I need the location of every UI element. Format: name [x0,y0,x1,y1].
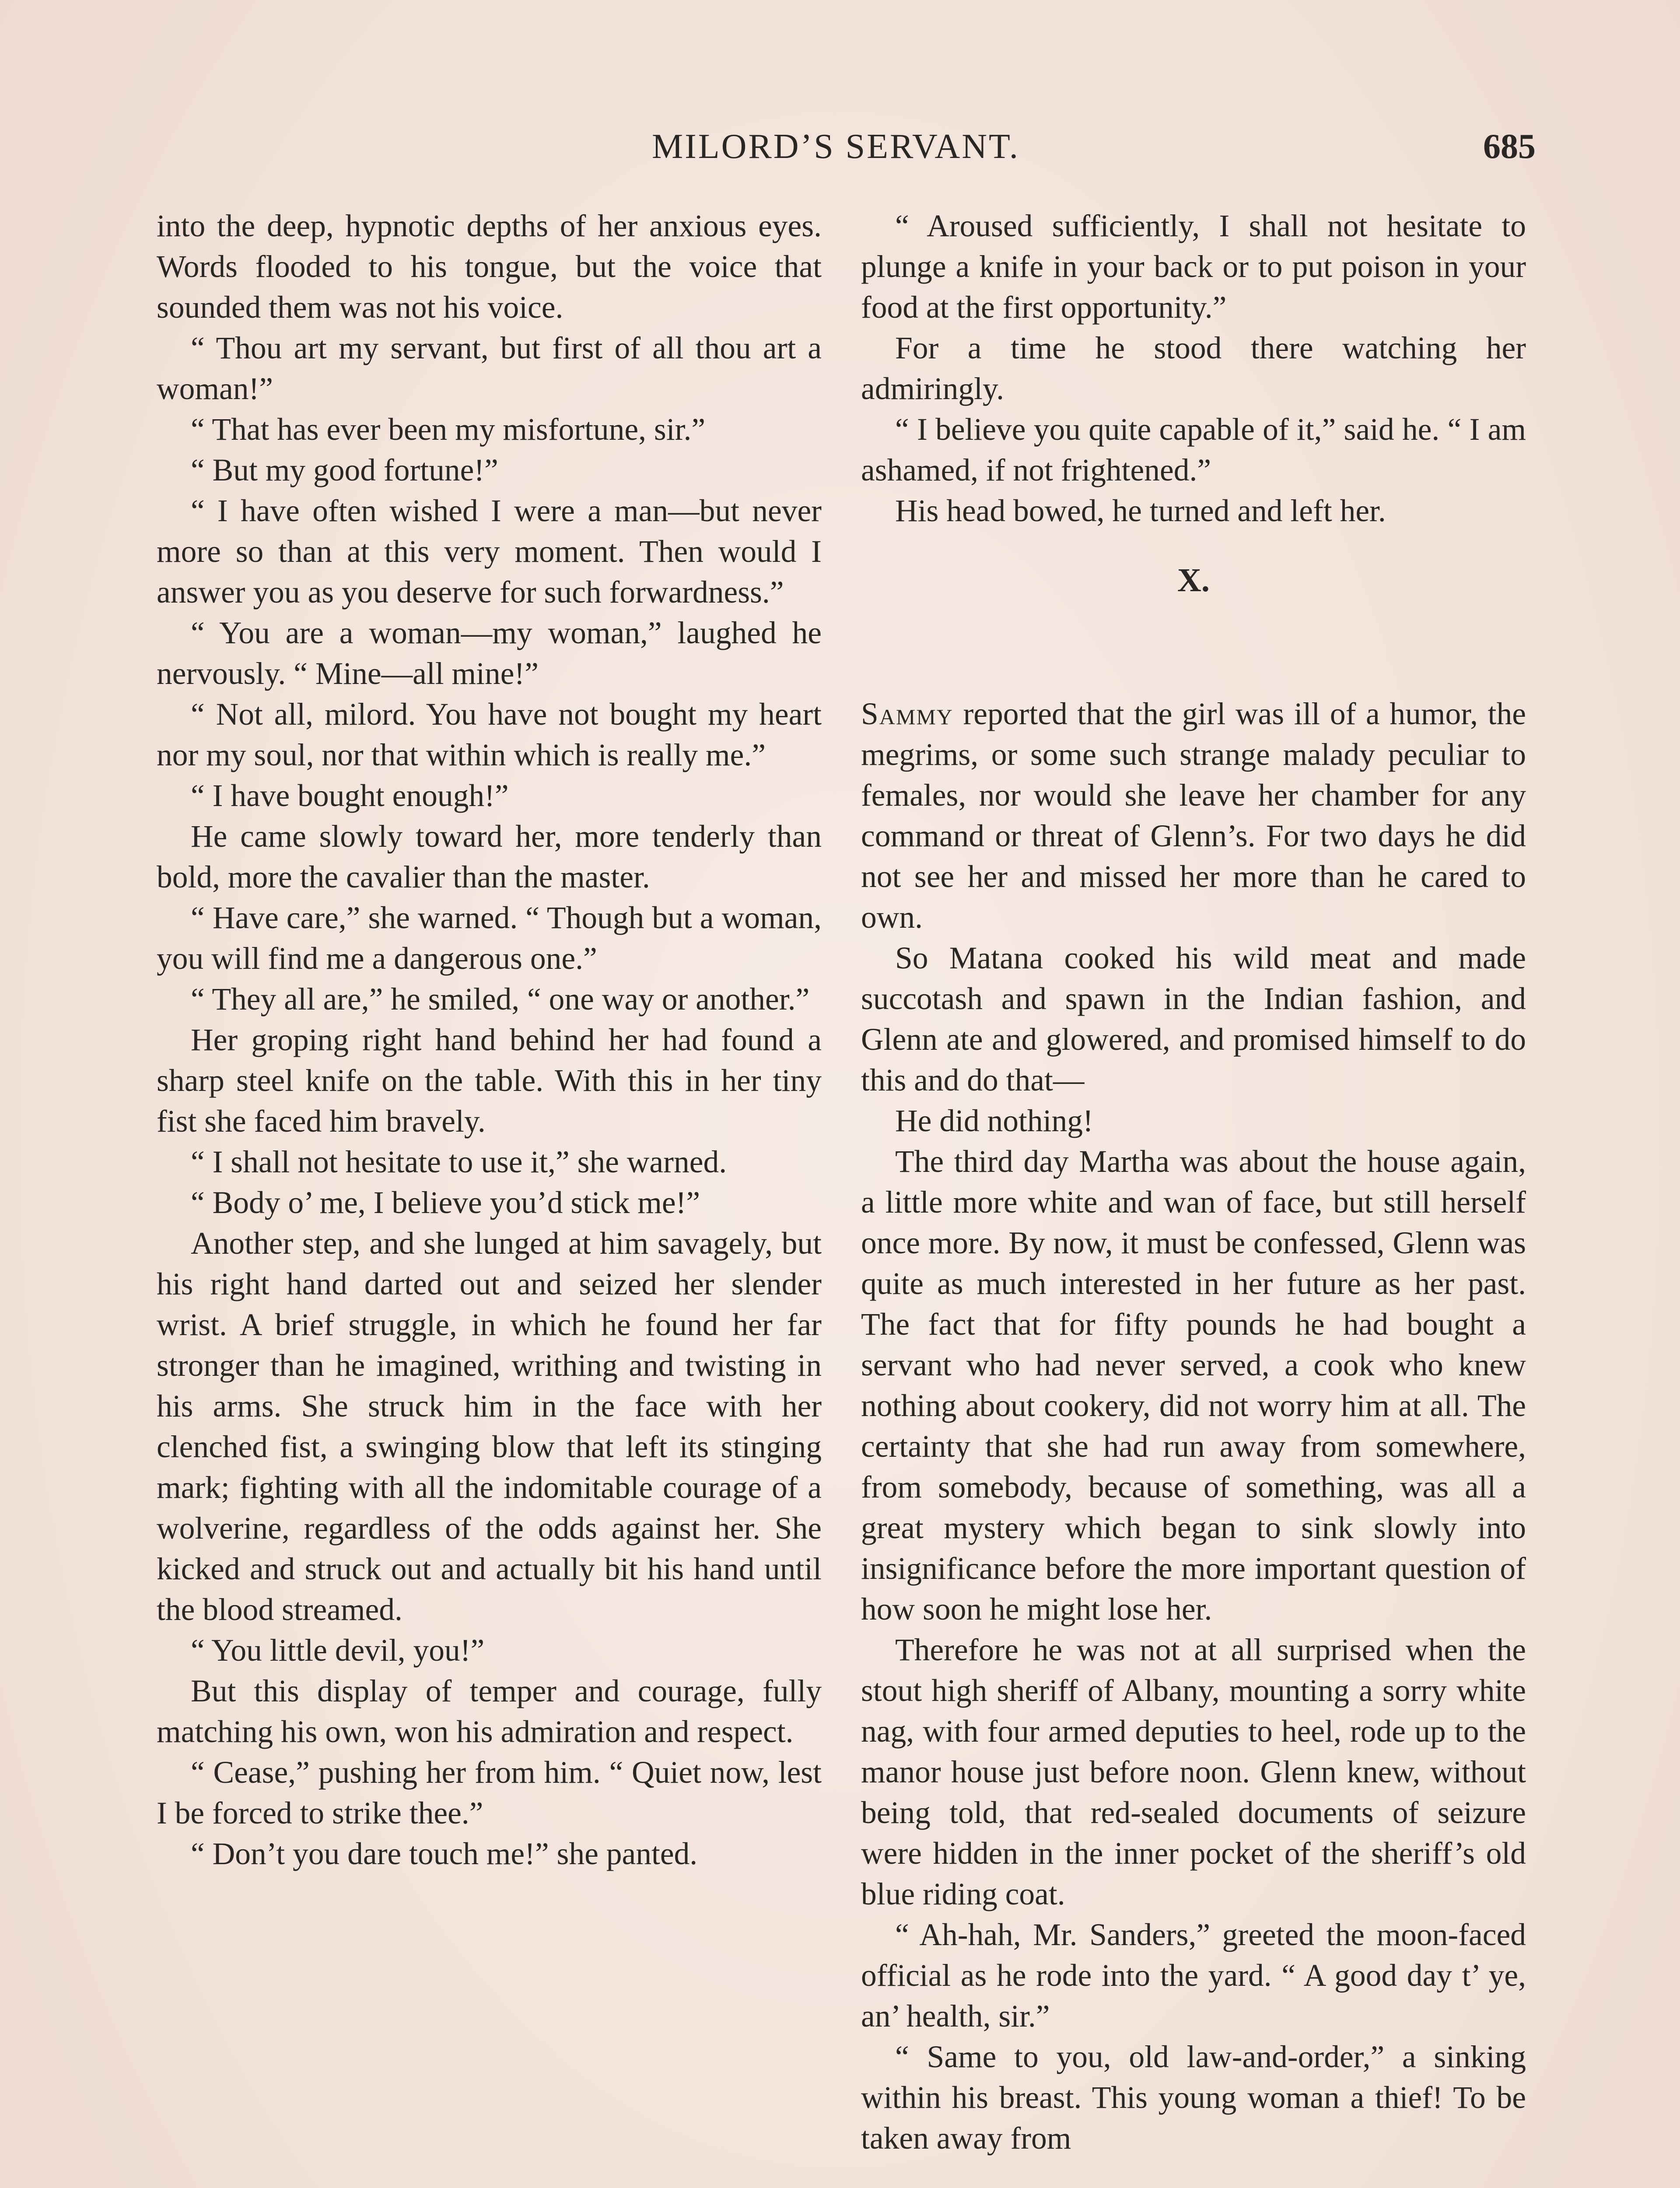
lead-word: Sammy [861,697,953,731]
paragraph: “ Same to you, old law-and-order,” a sinking within his breast. This young woman a thief! To be taken away from [861,2040,1526,2156]
paragraph: For a time he stood there watching her admiringly. [861,331,1526,406]
paragraph: “ Don’t you dare touch me!” she panted. [191,1837,698,1871]
paragraph: He came slowly toward her, more tenderly than bold, more the cavalier than the master. [157,819,822,894]
page-header [158,127,1536,179]
paragraph: “ Body o’ me, I believe you’d stick me!” [191,1185,700,1220]
paragraph: “ Cease,” pushing her from him. “ Quiet now, lest I be forced to strike thee.” [157,1755,822,1830]
chapter-heading: X. [1177,562,1210,599]
chapter-opening-paragraph [861,694,1526,938]
right-column [861,206,1526,2159]
paragraph: His head bowed, he turned and left her. [895,494,1386,528]
paragraph: Therefore he was not at all surprised when the stout high sheriff of Albany, mounting a sorry white nag, with four armed deputies to heel, rode up to the manor house just before noon. Glenn knew, without being told, that red-sealed documents of seizure were hidden in the inner pocket of the sheriff’s old blue riding coat. [861,1633,1526,1911]
paragraph: So Matana cooked his wild meat and made succotash and spawn in the Indian fashion, and Glenn ate and glowered, and promised himself to do this and do that— [861,941,1526,1098]
paragraph: “ That has ever been my misfortune, sir.” [191,412,706,447]
paragraph: “ You are a woman—my woman,” laughed he nervously. “ Mine—all mine!” [157,616,822,691]
running-title: MILORD’S SERVANT. [652,127,1020,166]
paragraph: “ Not all, milord. You have not bought my heart nor my soul, nor that within which is really me.” [157,697,822,772]
paragraph: Another step, and she lunged at him savagely, but his right hand darted out and seized her slender wrist. A brief struggle, in which he found her far stronger than he imagined, writhing and twisting in his arms. She struck him in the face with her clenched fist, a swinging blow that left its stinging mark; fighting with all the indomitable courage of a wolverine, regardless of the odds against her. She kicked and struck out and actually bit his hand until the blood streamed. [157,1226,822,1627]
paragraph: “ They all are,” he smiled, “ one way or another.” [191,982,810,1017]
paragraph: But this display of temper and courage, fully matching his own, won his admiration and respect. [157,1674,822,1749]
paragraph: “ Thou art my servant, but first of all thou art a woman!” [157,331,822,406]
paragraph: Her groping right hand behind her had found a sharp steel knife on the table. With this in her tiny fist she faced him bravely. [157,1023,822,1139]
paragraph: “ Aroused sufficiently, I shall not hesitate to plunge a knife in your back or to put poison in your food at the first opportunity.” [861,209,1526,325]
paragraph: into the deep, hypnotic depths of her anxious eyes. Words flooded to his tongue, but the voice that sounded them was not his voice. [157,209,822,325]
paragraph: “ I believe you quite capable of it,” said he. “ I am ashamed, if not frightened.” [861,412,1526,487]
page-number: 685 [1483,127,1536,166]
left-column [157,206,822,1874]
paragraph: “ You little devil, you!” [191,1633,485,1668]
paragraph: “ Have care,” she warned. “ Though but a woman, you will find me a dangerous one.” [157,901,822,976]
paragraph: “ I have often wished I were a man—but never more so than at this very moment. Then would I answer you as you deserve for such forwardness.” [157,494,822,610]
paragraph: The third day Martha was about the house again, a little more white and wan of face, but still herself once more. By now, it must be confessed, Glenn was quite as much interested in her future as her past. The fact that for fifty pounds he had bought a servant who had never served, a cook who knew nothing about cookery, did not worry him at all. The certainty that she had run away from somewhere, from somebody, because of something, was all a great mystery which began to sink slowly into insignificance before the more important question of how soon he might lose her. [861,1144,1526,1627]
paragraph: “ Ah-hah, Mr. Sanders,” greeted the moon-faced official as he rode into the yard. “ A good day t’ ye, an’ health, sir.” [861,1918,1526,2034]
paragraph: “ But my good fortune!” [191,453,498,487]
paragraph: “ I shall not hesitate to use it,” she warned. [191,1145,727,1179]
paragraph: “ I have bought enough!” [191,778,509,813]
paragraph: He did nothing! [895,1104,1093,1138]
lead-rest: reported that the girl was ill of a humor, the megrims, or some such strange malady peculiar to females, nor would she leave her chamber for any command or threat of Glenn’s. For two days he did not see her and missed her more than he cared to own. [861,697,1526,935]
